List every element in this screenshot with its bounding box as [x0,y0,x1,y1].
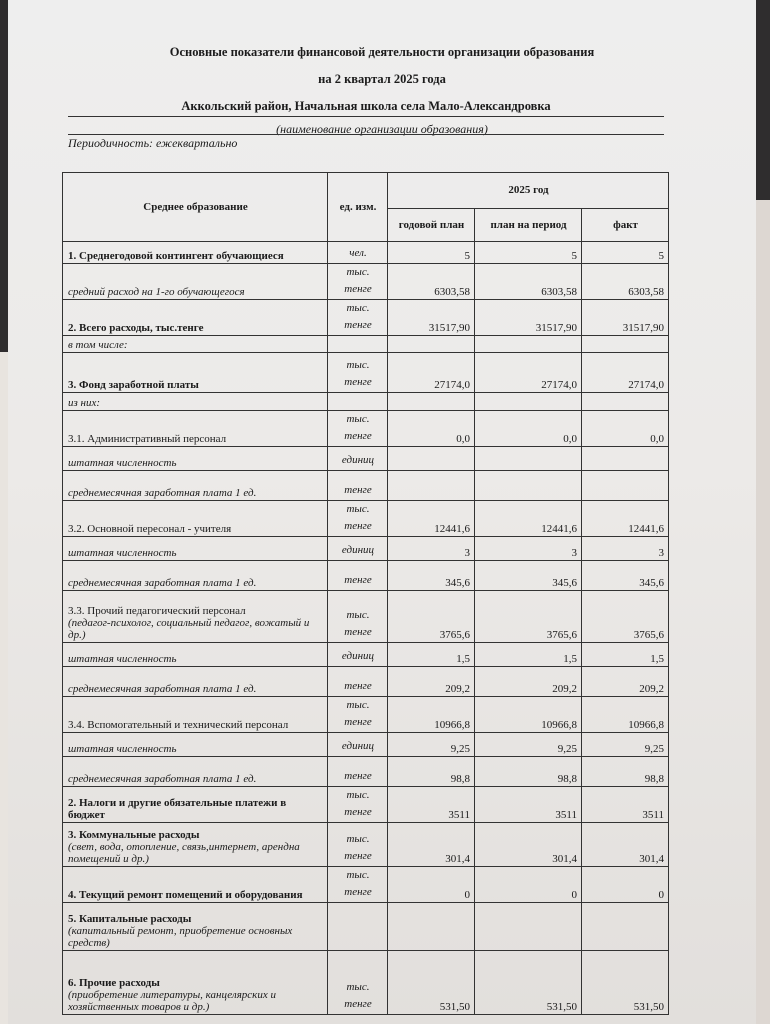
unit-cell: тенге [328,561,388,591]
row-label-cell [63,733,328,757]
table-row [63,411,669,447]
row-label: 3.2. Основной пересонал - учителя [68,523,232,535]
unit-cell: единиц [328,447,388,471]
table-row [63,733,669,757]
annual-plan-value: 98,8 [388,757,475,787]
row-label-cell [63,501,328,537]
annual-plan-value: 27174,0 [388,353,475,393]
fact-value: 6303,58 [582,264,669,300]
fact-value: 12441,6 [582,501,669,537]
row-label: 2. Всего расходы, тыс.тенге [68,322,204,334]
fact-value: 27174,0 [582,353,669,393]
header-period-plan: план на период [475,209,582,242]
table-row [63,242,669,264]
unit-cell: тыс. тенге [328,300,388,336]
table-row [63,336,669,353]
row-label: 4. Текущий ремонт помещений и оборудования [68,889,303,901]
fact-value: 0,0 [582,411,669,447]
table-row [63,353,669,393]
row-label-cell [63,787,328,823]
row-label-cell [63,447,328,471]
row-label-cell [63,903,328,951]
fact-value: 301,4 [582,823,669,867]
period-plan-value: 0 [475,867,582,903]
fact-value: 5 [582,242,669,264]
annual-plan-value: 345,6 [388,561,475,591]
annual-plan-value [388,393,475,411]
annual-plan-value: 209,2 [388,667,475,697]
annual-plan-value: 5 [388,242,475,264]
row-label: среднемесячная заработная плата 1 ед. [68,577,257,589]
annual-plan-value: 531,50 [388,951,475,1015]
period-plan-value [475,471,582,501]
annual-plan-value: 10966,8 [388,697,475,733]
organization-caption: (наименование организации образования) [276,122,488,136]
unit-cell: тыс. тенге [328,787,388,823]
unit-cell: тыс. тенге [328,867,388,903]
annual-plan-value: 31517,90 [388,300,475,336]
periodicity-line: Периодичность: ежеквартально [68,134,664,151]
row-label: 5. Капитальные расходы [68,913,192,925]
unit-cell: тыс. тенге [328,264,388,300]
period-plan-value: 1,5 [475,643,582,667]
unit-cell [328,393,388,411]
row-label: штатная численность [68,547,177,559]
table-row [63,300,669,336]
period-plan-value: 98,8 [475,757,582,787]
annual-plan-value: 9,25 [388,733,475,757]
row-label-cell [63,393,328,411]
table-row [63,393,669,411]
period-plan-value: 345,6 [475,561,582,591]
row-label-cell [63,336,328,353]
period-plan-value [475,447,582,471]
period-plan-value: 10966,8 [475,697,582,733]
row-label-note: (капитальный ремонт, приобретение основных средств) [68,925,293,949]
annual-plan-value: 0 [388,867,475,903]
table-row [63,264,669,300]
fact-value: 3765,6 [582,591,669,643]
table-row [63,471,669,501]
unit-cell: тыс. тенге [328,591,388,643]
period-plan-value [475,393,582,411]
annual-plan-value [388,447,475,471]
row-label: 3.1. Административный персонал [68,433,227,445]
row-label: среднемесячная заработная плата 1 ед. [68,487,257,499]
table-row [63,903,669,951]
unit-cell: тыс. тенге [328,353,388,393]
row-label-cell [63,561,328,591]
unit-cell: тенге [328,471,388,501]
table-row [63,501,669,537]
row-label-cell [63,667,328,697]
annual-plan-value [388,903,475,951]
fact-value [582,447,669,471]
table-row [63,697,669,733]
unit-cell: единиц [328,733,388,757]
row-label-cell [63,757,328,787]
fact-value [582,393,669,411]
fact-value [582,903,669,951]
fact-value: 3 [582,537,669,561]
period-plan-value [475,336,582,353]
row-label-cell [63,300,328,336]
fact-value: 531,50 [582,951,669,1015]
row-label-cell [63,411,328,447]
financial-table [62,172,669,1015]
period-plan-value: 209,2 [475,667,582,697]
table-row [63,667,669,697]
period-plan-value: 5 [475,242,582,264]
fact-value: 31517,90 [582,300,669,336]
row-label: 2. Налоги и другие обязательные платежи в бюджет [68,797,287,821]
annual-plan-value: 3765,6 [388,591,475,643]
period-plan-value: 31517,90 [475,300,582,336]
period-plan-value: 3765,6 [475,591,582,643]
row-label: 1. Среднегодовой контингент обучающиеся [68,250,284,262]
header-unit: ед. изм. [328,173,388,242]
period-plan-value: 0,0 [475,411,582,447]
period-plan-value: 531,50 [475,951,582,1015]
table-row [63,823,669,867]
annual-plan-value [388,471,475,501]
period-plan-value: 12441,6 [475,501,582,537]
row-label: среднемесячная заработная плата 1 ед. [68,773,257,785]
annual-plan-value: 3 [388,537,475,561]
row-label-cell [63,823,328,867]
annual-plan-value: 1,5 [388,643,475,667]
annual-plan-value: 0,0 [388,411,475,447]
unit-cell [328,336,388,353]
row-label: 3. Коммунальные расходы [68,829,200,841]
table-row [63,757,669,787]
row-label: 3.3. Прочий педагогический персонал [68,605,246,617]
header-year: 2025 год [388,173,669,209]
fact-value: 209,2 [582,667,669,697]
annual-plan-value: 3511 [388,787,475,823]
header-annual-plan: годовой план [388,209,475,242]
header-item: Среднее образование [63,173,328,242]
table-row [63,787,669,823]
table-row [63,561,669,591]
annual-plan-value: 301,4 [388,823,475,867]
fact-value: 98,8 [582,757,669,787]
annual-plan-value: 6303,58 [388,264,475,300]
unit-cell: тыс. тенге [328,501,388,537]
document-page [8,0,756,1024]
document-subtitle: на 2 квартал 2025 года [318,72,446,86]
row-label: в том числе: [68,339,128,351]
table-row [63,591,669,643]
unit-cell: тыс. тенге [328,823,388,867]
period-plan-value [475,903,582,951]
table-row [63,643,669,667]
row-label-cell [63,242,328,264]
row-label-cell [63,643,328,667]
unit-cell [328,903,388,951]
table-row [63,951,669,1015]
row-label: средний расход на 1-го обучающегося [68,286,245,298]
table-row [63,537,669,561]
row-label-cell [63,951,328,1015]
unit-cell: тенге [328,757,388,787]
unit-cell: тыс. тенге [328,951,388,1015]
period-plan-value: 3511 [475,787,582,823]
row-label-cell [63,471,328,501]
row-label: 3.4. Вспомогательный и технический персонал [68,719,289,731]
row-label: штатная численность [68,653,177,665]
unit-cell: единиц [328,537,388,561]
row-label-note: (свет, вода, отопление, связь,интернет, арендна помещений и др.) [68,841,300,865]
row-label: штатная численность [68,743,177,755]
period-plan-value: 3 [475,537,582,561]
organization-name: Аккольский район, Начальная школа села Мало-Александровка [68,99,664,117]
fact-value [582,471,669,501]
period-plan-value: 301,4 [475,823,582,867]
row-label: 3. Фонд заработной платы [68,379,199,391]
unit-cell: тыс. тенге [328,697,388,733]
unit-cell: тенге [328,667,388,697]
unit-cell: тыс. тенге [328,411,388,447]
row-label-cell [63,264,328,300]
row-label: 6. Прочие расходы [68,977,160,989]
row-label-cell [63,867,328,903]
table-row [63,447,669,471]
fact-value: 10966,8 [582,697,669,733]
unit-cell: чел. [328,242,388,264]
period-plan-value: 6303,58 [475,264,582,300]
row-label: из них: [68,397,101,409]
header-fact: факт [582,209,669,242]
period-plan-value: 9,25 [475,733,582,757]
annual-plan-value: 12441,6 [388,501,475,537]
row-label-note: (педагог-психолог, социальный педагог, вожатый и др.) [68,617,310,641]
fact-value: 0 [582,867,669,903]
row-label-cell [63,697,328,733]
fact-value [582,336,669,353]
fact-value: 3511 [582,787,669,823]
row-label: штатная численность [68,457,177,469]
annual-plan-value [388,336,475,353]
row-label-cell [63,353,328,393]
period-plan-value: 27174,0 [475,353,582,393]
table-row [63,867,669,903]
fact-value: 1,5 [582,643,669,667]
unit-cell: единиц [328,643,388,667]
row-label: среднемесячная заработная плата 1 ед. [68,683,257,695]
row-label-note: (приобретение литературы, канцелярских и хозяйственных товаров и др.) [68,989,276,1013]
document-title: Основные показатели финансовой деятельности организации образования [169,45,595,59]
fact-value: 345,6 [582,561,669,591]
row-label-cell [63,591,328,643]
row-label-cell [63,537,328,561]
fact-value: 9,25 [582,733,669,757]
